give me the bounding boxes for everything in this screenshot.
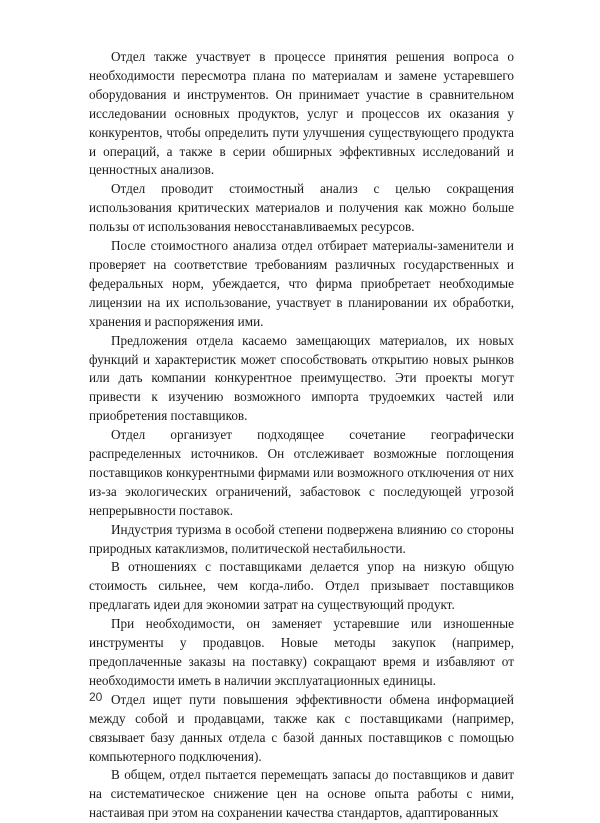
paragraph-3: После стоимостного анализа отдел отбирает материалы-заменители и проверяет на соответствие требованиям различных государственных и федеральных норм, убеждается, что фирма приобретает необходимые лицензии на их использование, участвует в планировании их обработки, хранения и распоряжения ими. — [89, 238, 514, 329]
document-page — [89, 48, 514, 821]
paragraph-6: Индустрия туризма в особой степени подвержена влиянию со стороны природных катаклизмов, политической нестабильности. — [89, 521, 514, 556]
paragraph-7: В отношениях с поставщиками делается упор на низкую общую стоимость сильнее, чем когда-либо. Отдел призывает поставщиков предлагать идеи для экономии затрат на существующий продукт. — [89, 559, 514, 613]
paragraph-8: При необходимости, он заменяет устаревшие или изношенные инструменты у продавцов. Новые методы закупок (например, предоплаченные заказы на поставку) сокращают время и избавляют от необходимости иметь в наличии эксплуатационных единицы. — [89, 616, 514, 688]
paragraph-9: Отдел ищет пути повышения эффективности обмена информацией между собой и продавцами, также как с поставщиками (например, связывает базу данных отдела с базой данных поставщиков с помощью компьютерного подключения). — [89, 691, 514, 764]
paragraph-2: Отдел проводит стоимостный анализ с целью сокращения использования критических материалов и получения как можно больше пользы от использования невосстанавливаемых ресурсов. — [89, 181, 514, 235]
page-number: 20 — [89, 690, 103, 704]
paragraph-4: Предложения отдела касаемо замещающих материалов, их новых функций и характеристик может способствовать открытию новых рынков или дать компании конкурентное преимущество. Эти проекты могут привести к изучению возможного импорта трудоемких частей или приобретения поставщиков. — [89, 332, 514, 424]
paragraph-5: Отдел организует подходящее сочетание географически распределенных источников. Он отслеживает возможные поглощения поставщиков конкурентными фирмами или возможного отключения от них из-за экологических ограничений, забастовок с последующей угрозой непрерывности поставок. — [89, 427, 514, 518]
paragraph-10: В общем, отдел пытается перемещать запасы до поставщиков и давит на систематическое снижение цен на основе опыта работы с ними, настаивая при этом на сохранении качества стандартов, адаптированных — [89, 767, 514, 821]
paragraph-1: Отдел также участвует в процессе принятия решения вопроса о необходимости пересмотра плана по материалам и замене устаревшего оборудования и инструментов. Он принимает участие в сравнительном исследовании основных продуктов, услуг и процессов их оказания у конкурентов, чтобы определить пути улучшения существующего продукта и операций, а также в серии обширных эффективных исследований и ценностных анализов. — [89, 49, 514, 178]
